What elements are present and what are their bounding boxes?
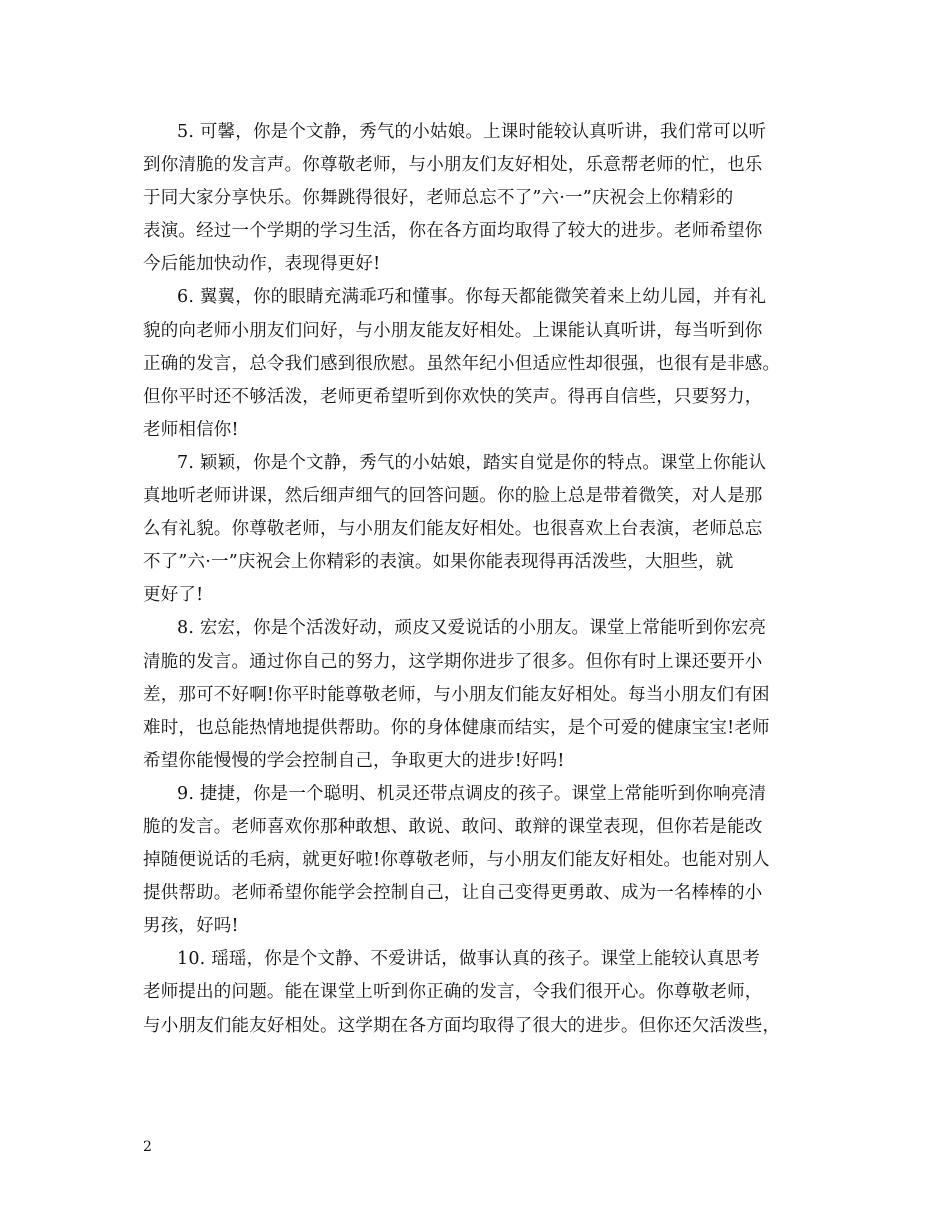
text-line: 7. 颖颖，你是个文静，秀气的小姑娘，踏实自觉是你的特点。课堂上你能认 [177, 452, 767, 473]
text-line: 更好了! [143, 585, 204, 606]
paragraph-10 [143, 943, 823, 1042]
paragraph-5 [143, 116, 823, 281]
text-line: 提供帮助。老师希望你能学会控制自己，让自己变得更勇敢、成为一名棒棒的小 [143, 883, 763, 904]
text-line: 8. 宏宏，你是个活泼好动，顽皮又爱说话的小朋友。课堂上常能听到你宏亮 [177, 618, 767, 639]
text-line: 掉随便说话的毛病，就更好啦!你尊敬老师，与小朋友们能友好相处。也能对别人 [143, 850, 770, 871]
text-line: 清脆的发言。通过你自己的努力，这学期你进步了很多。但你有时上课还要开小 [143, 651, 763, 672]
text-line: 男孩，好吗! [143, 916, 239, 937]
paragraph-6 [143, 281, 823, 446]
text-line: 9. 捷捷，你是一个聪明、机灵还带点调皮的孩子。课堂上常能听到你响亮清 [177, 783, 767, 804]
text-line: 于同大家分享快乐。你舞跳得很好，老师总忘不了”六·一”庆祝会上你精彩的 [143, 188, 734, 209]
paragraph-9 [143, 778, 823, 943]
paragraph-7 [143, 447, 823, 612]
text-line: 到你清脆的发言声。你尊敬老师，与小朋友们友好相处，乐意帮老师的忙，也乐 [143, 155, 763, 176]
document-body [143, 116, 823, 1043]
text-line: 老师提出的问题。能在课堂上听到你正确的发言，令我们很开心。你尊敬老师， [143, 982, 763, 1003]
text-line: 难时，也总能热情地提供帮助。你的身体健康而结实，是个可爱的健康宝宝!老师 [143, 717, 770, 738]
text-line: 真地听老师讲课，然后细声细气的回答问题。你的脸上总是带着微笑，对人是那 [143, 486, 763, 507]
text-line: 与小朋友们能友好相处。这学期在各方面均取得了很大的进步。但你还欠活泼些， [143, 1015, 781, 1036]
text-line: 正确的发言，总令我们感到很欣慰。虽然年纪小但适应性却很强，也很有是非感。 [143, 353, 781, 374]
text-line: 10. 瑶瑶，你是个文静、不爱讲话，做事认真的孩子。课堂上能较认真思考 [177, 949, 760, 970]
text-line: 差，那可不好啊!你平时能尊敬老师，与小朋友们能友好相处。每当小朋友们有困 [143, 684, 770, 705]
text-line: 6. 翼翼，你的眼睛充满乖巧和懂事。你每天都能微笑着来上幼儿园，并有礼 [177, 287, 767, 308]
text-line: 脆的发言。老师喜欢你那种敢想、敢说、敢问、敢辩的课堂表现，但你若是能改 [143, 816, 763, 837]
text-line: 希望你能慢慢的学会控制自己，争取更大的进步!好吗! [143, 750, 565, 771]
text-line: 表演。经过一个学期的学习生活，你在各方面均取得了较大的进步。老师希望你 [143, 221, 763, 242]
text-line: 但你平时还不够活泼，老师更希望听到你欢快的笑声。得再自信些，只要努力， [143, 386, 763, 407]
page-number: 2 [143, 1139, 152, 1155]
paragraph-8 [143, 612, 823, 777]
text-line: 貌的向老师小朋友们问好，与小朋友能友好相处。上课能认真听讲，每当听到你 [143, 320, 763, 341]
text-line: 不了”六·一”庆祝会上你精彩的表演。如果你能表现得再活泼些，大胆些，就 [143, 552, 734, 573]
text-line: 么有礼貌。你尊敬老师，与小朋友们能友好相处。也很喜欢上台表演，老师总忘 [143, 519, 763, 540]
text-line: 老师相信你! [143, 419, 239, 440]
text-line: 5. 可馨，你是个文静，秀气的小姑娘。上课时能较认真听讲，我们常可以听 [177, 122, 767, 142]
text-line: 今后能加快动作，表现得更好! [143, 254, 381, 275]
